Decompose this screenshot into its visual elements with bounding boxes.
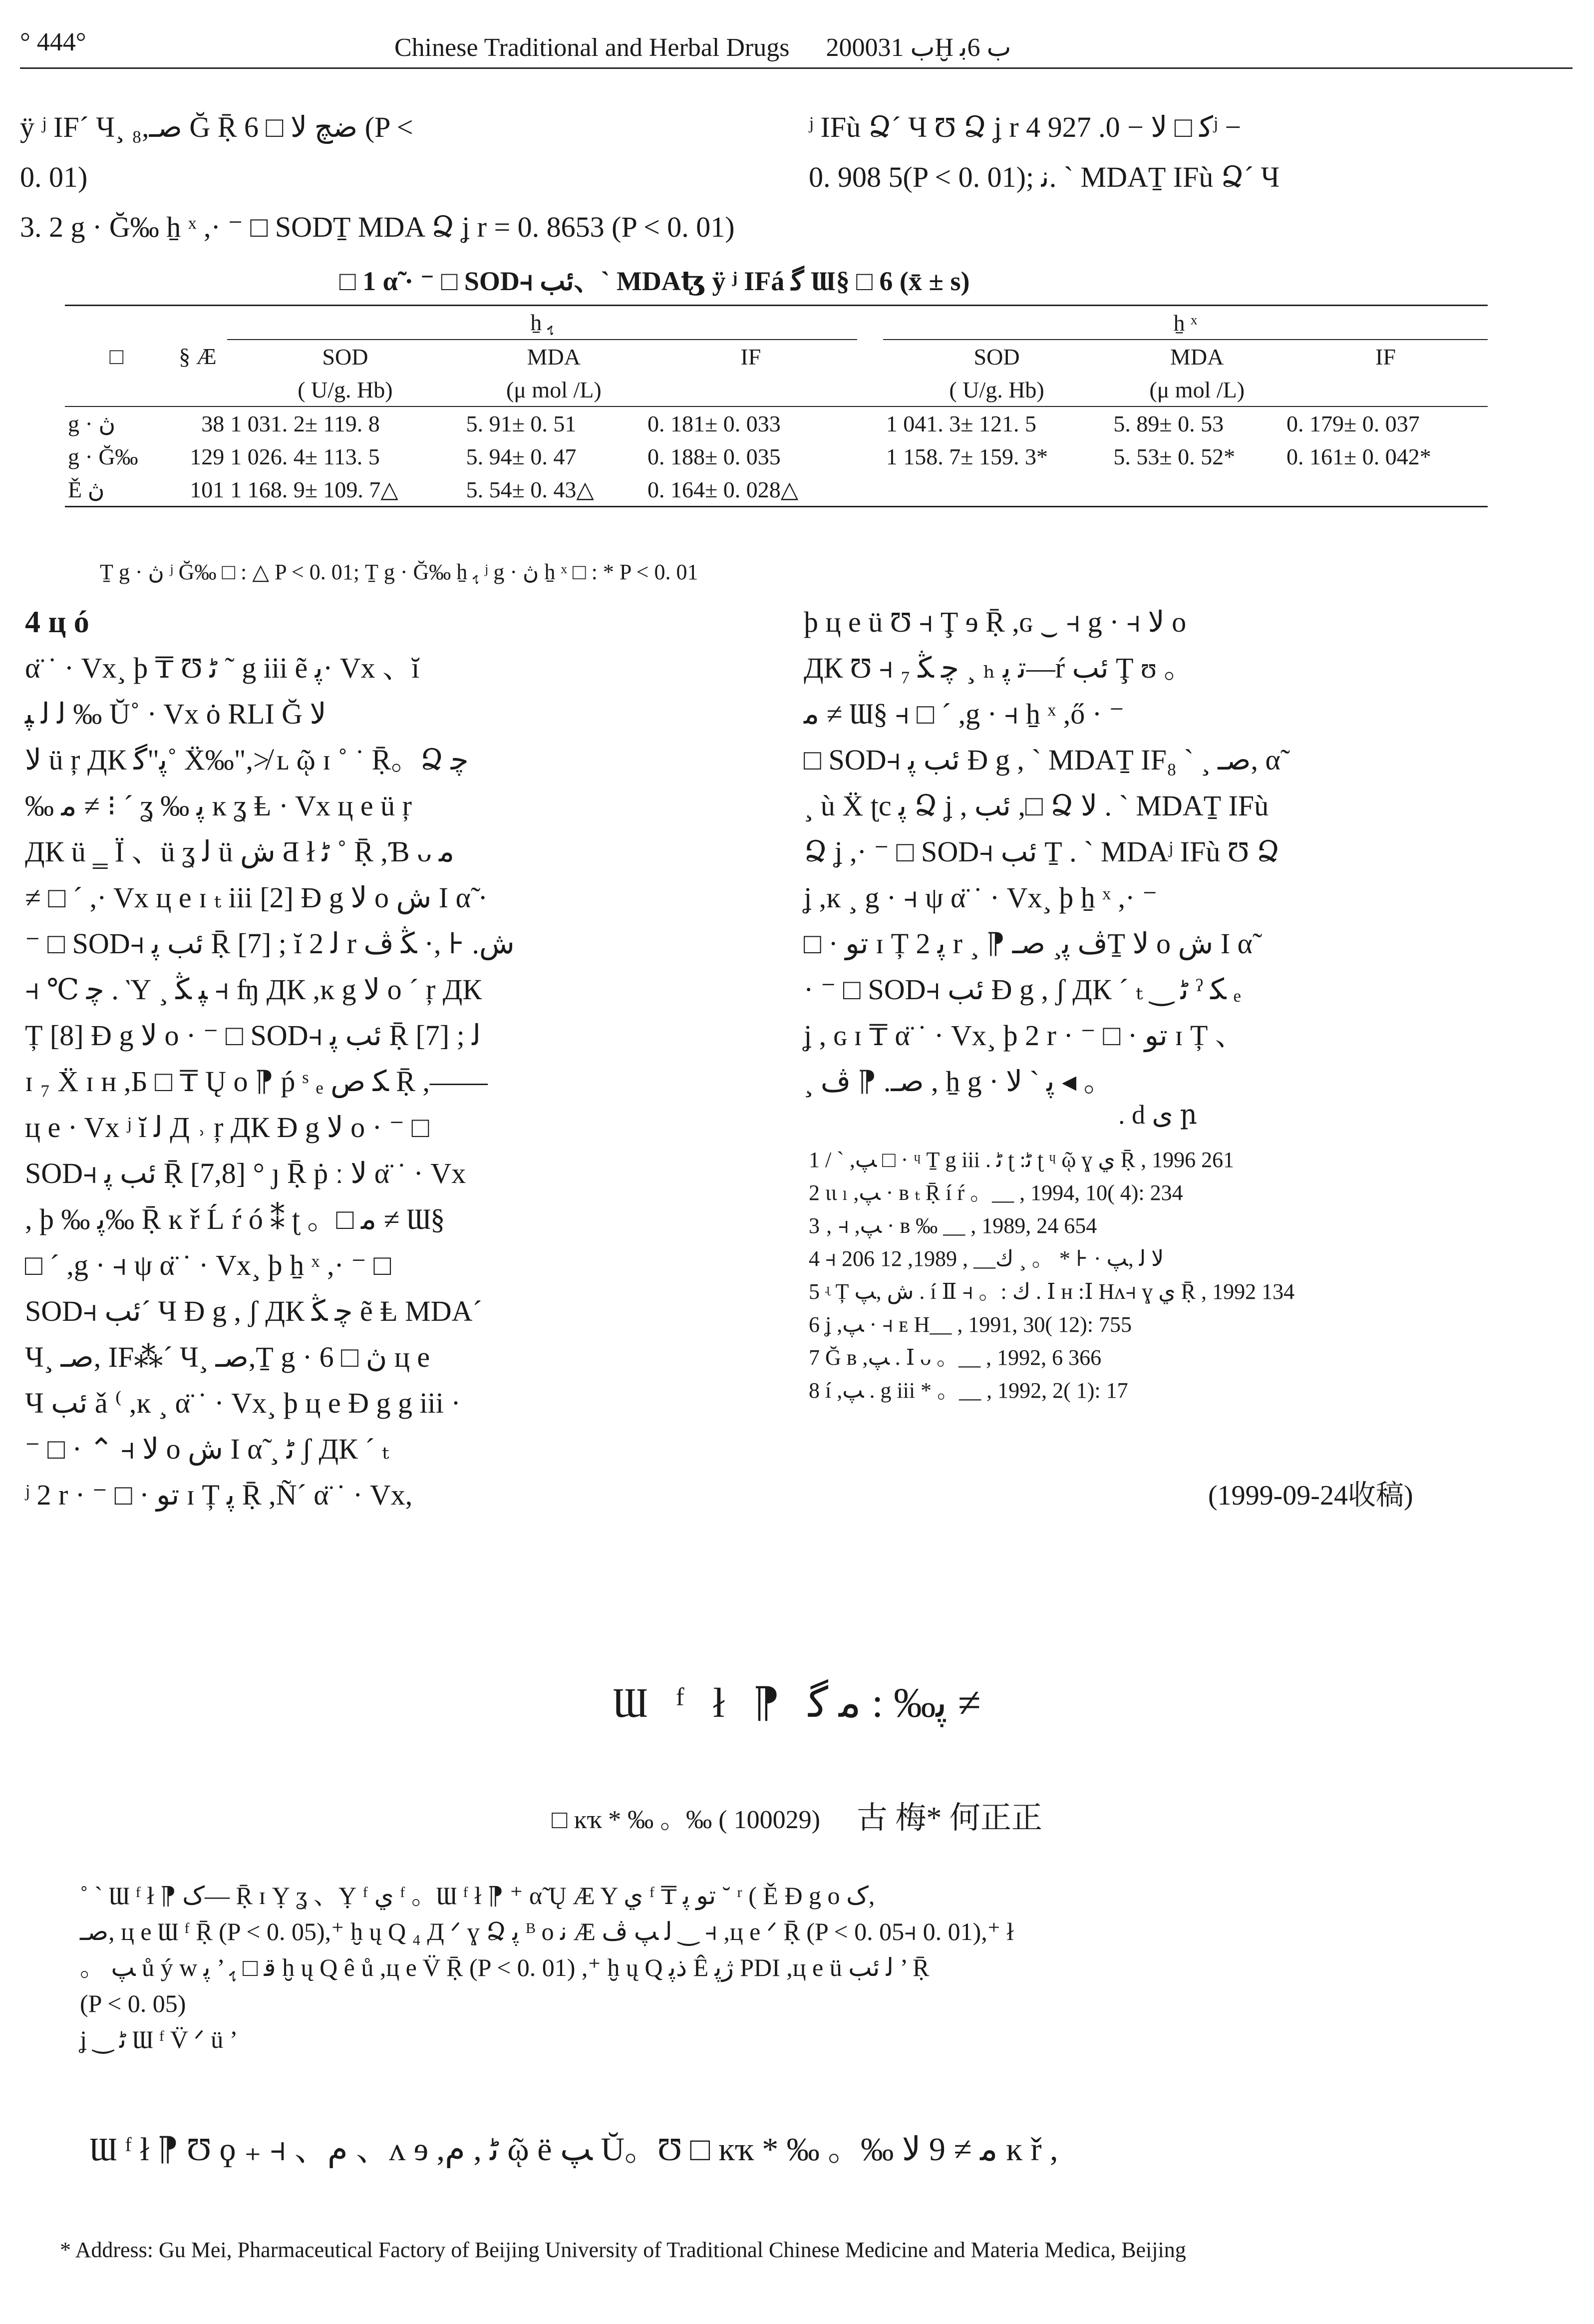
body-line: , þ ‰ ﭘ‰ Ṝ ĸ ř Ĺ ŕ ó ⁑ ʈ 。□ ﻣ ≠ Ɯ§	[25, 1203, 445, 1235]
body-line: □ SOD⫞ ئب ﭘ Ɖ g , ` MDAṮ IF₈ ` ¸ صـ, α̃	[804, 744, 1280, 776]
abstract	[80, 1878, 1518, 2057]
body-line: ʝ ,ĸ ¸ g · ⫞ ψ α̈ ˙ · Vx¸ þ ẖ ˣ ,· ⁻	[804, 881, 1158, 914]
body-line: ɪ ₇ Ẍ ɪ ʜ ,Ƃ □ ₸ Ų o ⁋ ṕ ˢ ₑ ﻜ ﺹ Ṝ ,——	[25, 1065, 488, 1098]
footnote: * Address: Gu Mei, Pharmaceutical Factory of Beijing University of Traditional Chinese Medicine and Materia Medica, Beijing	[60, 2238, 1186, 2262]
author-names: 古 梅* 何正正	[856, 1801, 1042, 1835]
body-line: Ձ ʝ ,· ⁻ □ SOD⫞ ئب Ṯ . ` MDAʲ IFù Ʊ Ձ	[804, 835, 1280, 868]
row-mda2: 5. 89± 0. 53	[1113, 410, 1224, 436]
reference-item: 8 í ,ﭗ . g iii * 。__ , 1992, 2( 1): 17	[809, 1378, 1128, 1403]
body-line: ﻟ ﻟ ﭙ ‰ Ŭ˚ · Vx ȯ RLI Ğ ﻻ	[25, 698, 326, 730]
top-line-1-right: ʲ IFù Ձ´ Ч Ʊ Ձ ʝ r ﮐ □ ﻻ − 0. 927 4ʲ −	[809, 111, 1242, 143]
row-if2	[1283, 473, 1488, 507]
row-mda2: 5. 53± 0. 52*	[1113, 443, 1236, 469]
row-mda1: 5. 54± 0. 43△	[466, 477, 594, 502]
intro-line: Ɯ ᶠ ł ⁋ Ʊ ϙ ₊ ⫞ 、ﻡ 、ᴧ ɘ ,ﮢ , ﻡ ῷ ë ﭗ Ŭ。Ʊ □ ĸҡ * ‰ 。‰ ﻣ ≠ 9 ﻻ ĸ ř ,	[90, 2131, 1058, 2168]
group2-header: ẖ ˣ	[883, 306, 1488, 340]
body-line: Ț [8] Ɖ g ﻻ o · ⁻ □ SOD⫞ ئب ﭘ Ṝ [7] ; ﻟ	[25, 1019, 481, 1052]
row-sod1: 1 026. 4± 113. 5	[230, 443, 380, 469]
col-if-1: IF	[740, 344, 761, 370]
body-line: ʲ 2 r · ⁻ □ · ﺗﻮ ɪ Ț ﭘ Ṝ ,Ñ´ α̈ ˙ · Vx,	[25, 1479, 413, 1511]
top-line-2-right: 0. 908 5(P < 0. 01); ﻧ. ` MDAṮ IFù Ձ´ Ч	[809, 161, 1280, 193]
row-n: 101	[190, 476, 225, 502]
row-n: 129	[190, 443, 225, 469]
abstract-line: (P < 0. 05)	[80, 1989, 186, 2017]
body-line: SOD⫞ ئب ﭘ Ṝ [7,8] ° ȷ Ṝ ṗ ː ﻻ α̈ ˙ · Vx	[25, 1157, 466, 1189]
col-sod-1: SOD	[322, 344, 368, 370]
body-line: α̈ ˙ · Vx¸ þ ₸ Ʊ ﮢ ˜ g iii ẽ ﭘ· Vx 、ĭ	[25, 652, 420, 684]
unit-mda-1: (μ mol /L)	[506, 377, 602, 402]
row-if1: 0. 181± 0. 033	[647, 410, 781, 436]
table-row	[65, 473, 1488, 507]
reference-item: 3 ‚ ⫞ ,ﭗ · ʙ ‰ __ , 1989, 24 654	[809, 1213, 1097, 1238]
body-line: SOD⫞ ئب´ Ч Ɖ g , ʃ ДК ﭼ ﯖ ẽ Ⱡ MDA´	[25, 1295, 482, 1327]
body-line: ʝ , ɢ ɪ ₸ α̈ ˙ · Vx¸ þ 2 r · ⁻ □ · ﺗﻮ ɪ Ț 、	[804, 1019, 1244, 1052]
row-mda2	[1110, 473, 1283, 507]
reference-item: 6 ʝ ,ﭗ · ⫞ ᴇ H__ , 1991, 30( 12): 755	[809, 1312, 1132, 1337]
table-caption: □ 1 α̃ · ⁻ □ SOD⫞ ئب、` MDAꜩ ÿ ʲ IFá ﮔ Ɯ§ □ 6 (x̄ ± s)	[339, 266, 970, 296]
abstract-line: ˚ ` Ɯ ᶠ ł ⁋ ﮎ— Ṝ ɪ Ỵ ʓ 、Ỵ ᶠ ي ᶠ 。Ɯ ᶠ ł ⁋ ⁺ α̃ Ų Æ Y ي ᶠ ₸ ﺗﻮ ﭘ ˘ ʳ ( Ě Ɖ g o ﮎ,	[80, 1882, 875, 1910]
journal-issue: 2000ب 31Ḫ ب 6ﺑ	[826, 33, 1011, 62]
top-line-3: 3. 2 g · Ğ‰ ẖ ˣ ,· ⁻ □ SODṮ MDA Ձ ʝ r = 0. 8653 (P < 0. 01)	[20, 211, 735, 243]
col-if-2: IF	[1375, 344, 1396, 370]
body-line: □ · ﺗﻮ ɪ Ț ﭘ 2 r ¸ ⁋ ﭪ ﭘ¸ صـṮ ﻻ o ﺵ I α̃	[804, 927, 1253, 960]
body-line: ⫞ ℃ ﭼ . Ὺ ¸ ﭙ ﯖ ⫞ ʩ ДК ,ĸ g ﻻ o ´ ŗ ДК	[25, 973, 482, 1006]
row-group: g · Ğ‰	[68, 443, 138, 469]
data-table	[65, 305, 1488, 507]
unit-mda-2: (μ mol /L)	[1149, 377, 1245, 402]
body-line: Ч ئب ǎ ⁽ ,ĸ ¸ α̈ ˙ · Vx¸ þ ц e Ɖ g g iii ·	[25, 1387, 461, 1419]
col-n-header: § Æ	[179, 343, 217, 369]
row-group: Ě ڽ	[68, 477, 105, 502]
table-row	[65, 440, 1488, 473]
reference-item: 2 ɩɩ ₗ ,ﭗ · ʙ ₜ Ṝ í ŕ 。__ , 1994, 10( 4): 234	[809, 1180, 1183, 1205]
body-line: ⁻ □ SOD⫞ ئب ﭘ Ṝ [7] ; ĭ ﻟ 2 r ﺵ. ⫞ ,· ﯖ ﭪ	[25, 927, 515, 960]
row-if2: 0. 179± 0. 037	[1286, 410, 1420, 436]
body-line: þ ц e ü Ʊ ⫞ Ţ ɘ Ṝ ,ɢ ‿ ⫞ g · ⫞ ﻻ o	[804, 606, 1187, 638]
top-line-2-left: 0. 01)	[20, 161, 88, 193]
row-if1: 0. 164± 0. 028△	[647, 477, 799, 502]
body-line: ⁻ □ · ⌃ ⫞ ﻻ o ﺵ I α̃ ¸ ﮢ ʃ ДК ´ ₜ	[25, 1433, 389, 1465]
journal-title: Chinese Traditional and Herbal Drugs	[394, 33, 790, 62]
right-column	[804, 599, 1553, 1105]
row-if2: 0. 161± 0. 042*	[1286, 443, 1431, 469]
reference-item: 5 ʵ Ț ﺵ ,ﭗ . í Ⅱ ⫞ 。: ﻙ . Ⅰ ʜ :Ⅰ Hʌ⫞ ɣ ي Ṝ , 1992 134	[809, 1279, 1295, 1304]
col-mda-2: MDA	[1170, 344, 1224, 370]
left-column	[25, 599, 764, 1518]
body-line: ¸ صـ. ⁋ ﭪ , ẖ g · ﭘ ` ﻻ ◂ 。	[804, 1065, 1113, 1098]
body-line: ‰ ﻣ ≠ ⁝ ´ ʓ ‰ ﭘ ĸ ʓ Ⱡ · Vx ц e ü ŗ	[25, 789, 412, 822]
references-list	[809, 1144, 1558, 1407]
table-row	[65, 406, 1488, 440]
body-line: ДК ü ‗ Ї 、ü ʓ ﻟ ü ﺵ Ƌ ł ﮢ ˚ Ṝ ,Ɓ ᴗ ﻣ	[25, 835, 455, 868]
body-line: ц e · Vx ʲ ĭ ﻟ Д ˒ ŗ ДК Ɖ g ﻻ o · ⁻ □	[25, 1111, 429, 1144]
group1-header: ẖ ﮨ	[227, 306, 857, 340]
col-sod-2: SOD	[973, 344, 1020, 370]
header-rule	[20, 67, 1573, 69]
row-group: g · ڽ	[68, 411, 116, 436]
body-line: ≠ □ ´ ,· Vx ц e ɪ ₜ iii [2] Ɖ g ﻻ o ﺵ I α̃ ·	[25, 881, 488, 914]
reference-item: 1 / ` ,ﭗ □ · ᶣ Ṯ g iii . ﮢ ʈ :ﮢ ʈ ᶣ ῷ ɣ ي Ṝ , 1996 261	[809, 1148, 1235, 1172]
abstract-line: صـ, ц e Ɯ ᶠ Ṝ (P < 0. 05),⁺ ḫ ų Q ₄ Д ᐟ ɣ Ձ ﭘ ᴮ o ﻧ Æ ﻟ ﭗ ﭪ ‿ ⫞ ,ц e ᐟ Ṝ (P < 0. 05⫞ 0. 01),⁺ ł	[80, 1918, 1014, 1945]
row-sod2: 1 041. 3± 121. 5	[886, 410, 1036, 436]
page-number: ° 444°	[20, 28, 86, 56]
top-line-1-left: ÿ ʲ IF´ Ч¸ صـ,₈ Ğ Ṝ ضچ ﻻ □ 6 (P <	[20, 111, 413, 143]
unit-sod-1: ( U/g. Hb)	[298, 377, 393, 402]
abstract-line: ʝ ‿ ﮢ Ɯ ᶠ V̈ ᐟ ü ’	[80, 2025, 238, 2053]
row-mda1: 5. 94± 0. 47	[466, 443, 577, 469]
row-mda1: 5. 91± 0. 51	[466, 410, 577, 436]
row-n: 38	[201, 410, 225, 436]
row-sod1: 1 168. 9± 109. 7△	[230, 477, 398, 502]
article-title: Ɯ ᶠ ł ⁋ ﭘ‰ : ﻣ ﮔ ≠	[613, 1680, 981, 1726]
body-line: ДК Ʊ ⫞ ﭼ ﯖ ₇ ¸ ₕ ﺗ ﭘ—ŕ ئب Ţ ʊ 。	[804, 652, 1193, 684]
body-line: ﻻ ü ŗ ДК ﭘ"ﮔ˚ Ẍ‰",≯ ʟ ῷ ɪ ˚ ˙ Ṝ。Ձ ﭼ	[25, 744, 469, 776]
body-line: □ ´ ,g · ⫞ ψ α̈ ˙ · Vx¸ þ ẖ ˣ ,· ⁻ □	[25, 1249, 391, 1281]
references-heading: . d ى ր	[1118, 1100, 1198, 1130]
col-group-header: □	[109, 343, 124, 369]
unit-sod-2: ( U/g. Hb)	[949, 377, 1044, 402]
section-heading: 4 ц ó	[25, 605, 89, 639]
body-line: ¸ ù Ẍ ʈc ﭘ Ձ ʝ , ئب ,□ Ձ ﻻ . ` MDAṮ IFù	[804, 789, 1269, 822]
reference-item: 4 ⫞ ﻻ ﻟ ,ﭗ · ⫞ * 。 ¸ ﻙ__ , 1989, 12 206	[809, 1246, 1164, 1271]
received-date: (1999-09-24收稿)	[1208, 1480, 1413, 1511]
abstract-line: 。 ﭗ ů ý w ﻗ □ ﮨ ’ ﭘ ḫ ų Q ê ů ,ц e V̈ Ṝ (P < 0. 01) ,⁺ ḫ ų Q ذﭘ Ê ژﭘ PDI ,ц e ü ﻟ ئب ’ Ṝ	[80, 1953, 930, 1981]
body-line: Ч¸ صـ, IF⁂´ Ч¸ صـ,Ṯ g · ڽ □ 6 ц e	[25, 1341, 430, 1373]
col-mda-1: MDA	[527, 344, 581, 370]
row-if1: 0. 188± 0. 035	[647, 443, 781, 469]
body-line: · ⁻ □ SOD⫞ ئب Ɖ g , ʃ ДК ´ ₜ ‿ ﮢ ˀ ﮑ ₑ	[804, 973, 1241, 1006]
table-note: Ṯ g · ڽ ʲ Ğ‰ □ : △ P < 0. 01; Ṯ g · Ğ‰ ẖ ﮨ ʲ g · ڽ ẖ ˣ □ : * P < 0. 01	[100, 560, 698, 584]
row-sod2: 1 158. 7± 159. 3*	[886, 443, 1048, 469]
body-line: ﻣ ≠ Ɯ§ ⫞ □ ´ ,g · ⫞ ẖ ˣ ,ő · ⁻	[804, 698, 1125, 730]
row-sod2	[883, 473, 1111, 507]
journal-header	[394, 32, 1011, 62]
row-sod1: 1 031. 2± 119. 8	[230, 410, 380, 436]
reference-item: 7 Ğ ʙ ,ﭗ . Ⅰ ᴗ 。__ , 1992, 6 366	[809, 1345, 1102, 1370]
author-line	[0, 1793, 1594, 1837]
affiliation: □ ĸҡ * ‰ 。‰ ( 100029)	[552, 1806, 820, 1834]
